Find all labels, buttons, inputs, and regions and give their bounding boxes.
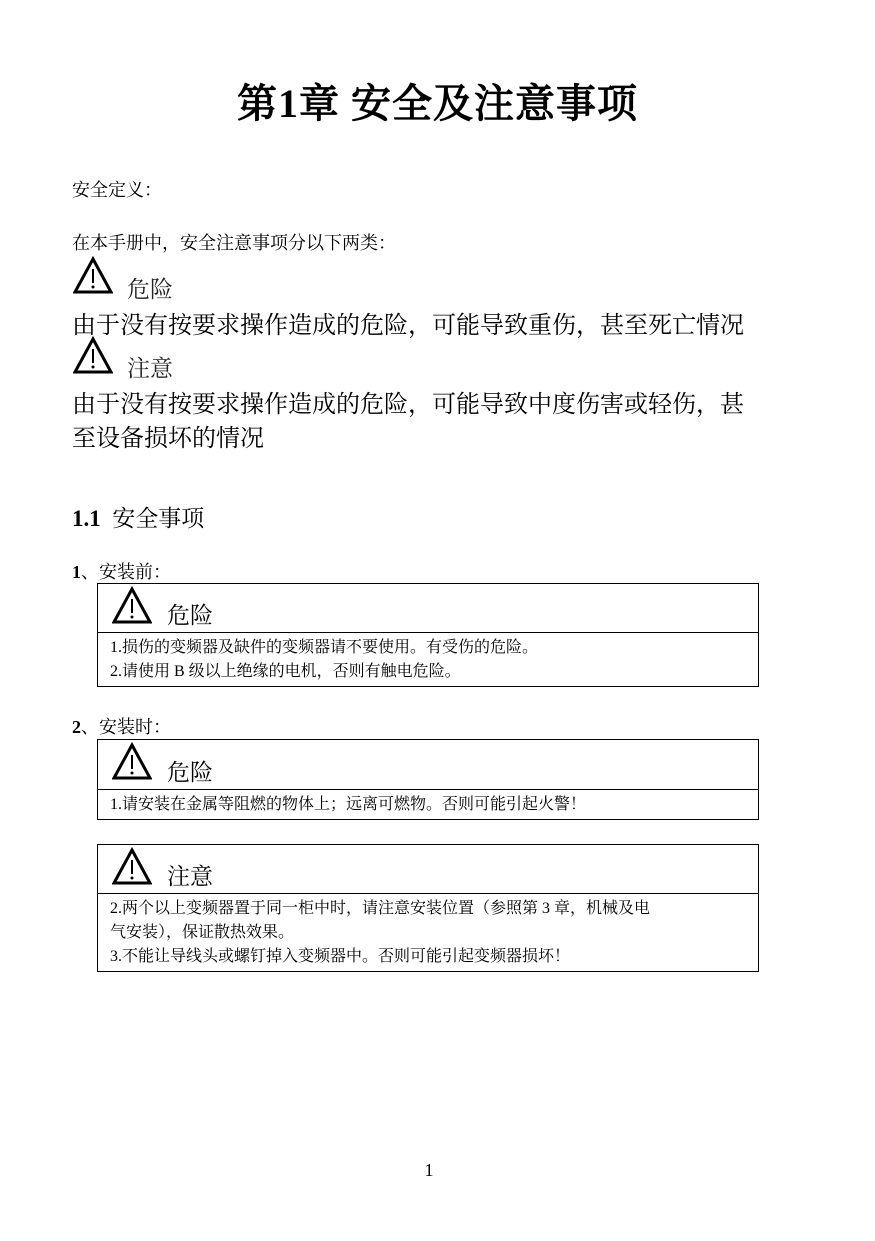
box-line: 3.不能让导线头或螺钉掉入变频器中。否则可能引起变频器损坏！ xyxy=(110,948,571,965)
danger-description: 由于没有按要求操作造成的危险，可能导致重伤，甚至死亡情况 xyxy=(72,313,744,339)
warning-triangle-icon xyxy=(112,586,152,624)
warning-triangle-icon xyxy=(112,847,152,885)
warning-triangle-icon xyxy=(73,256,113,294)
step-number: 2 xyxy=(72,717,81,737)
box-line: 2.请使用 B 级以上绝缘的电机，否则有触电危险。 xyxy=(110,663,461,680)
box-line: 2.两个以上变频器置于同一柜中时，请注意安装位置（参照第 3 章，机械及电 xyxy=(110,900,651,917)
section-number: 1.1 xyxy=(72,506,101,531)
intro-text: 在本手册中，安全注意事项分以下两类： xyxy=(72,233,396,253)
step-heading-2 xyxy=(72,713,171,739)
warning-triangle-icon xyxy=(112,742,152,780)
box-line: 1.损伤的变频器及缺件的变频器请不要使用。有受伤的危险。 xyxy=(110,639,539,656)
danger-label: 危险 xyxy=(127,277,173,302)
section-title: 安全事项 xyxy=(112,506,205,531)
safety-definition-label: 安全定义： xyxy=(72,180,162,200)
caution-label: 注意 xyxy=(127,356,173,381)
step-heading-1 xyxy=(72,558,171,584)
box-header: 危险 xyxy=(167,760,213,785)
warning-triangle-icon xyxy=(73,336,113,374)
page-title: 第1章 安全及注意事项 xyxy=(237,81,638,126)
page-number: 1 xyxy=(424,1160,434,1180)
box-line: 1.请安装在金属等阻燃的物体上；远离可燃物。否则可能引起火警！ xyxy=(110,796,587,813)
danger-box-before-install xyxy=(97,583,759,687)
box-header: 危险 xyxy=(167,603,213,628)
caution-description-line2: 至设备损坏的情况 xyxy=(72,426,264,452)
step-label: 、安装前： xyxy=(81,562,171,582)
section-heading xyxy=(72,500,204,533)
caution-description-line1: 由于没有按要求操作造成的危险，可能导致中度伤害或轻伤，甚 xyxy=(72,392,744,418)
box-header: 注意 xyxy=(167,864,213,889)
danger-box-during-install xyxy=(97,739,759,820)
step-number: 1 xyxy=(72,562,81,582)
caution-box-during-install xyxy=(97,844,759,972)
step-label: 、安装时： xyxy=(81,717,171,737)
box-line: 气安装），保证散热效果。 xyxy=(110,924,295,941)
